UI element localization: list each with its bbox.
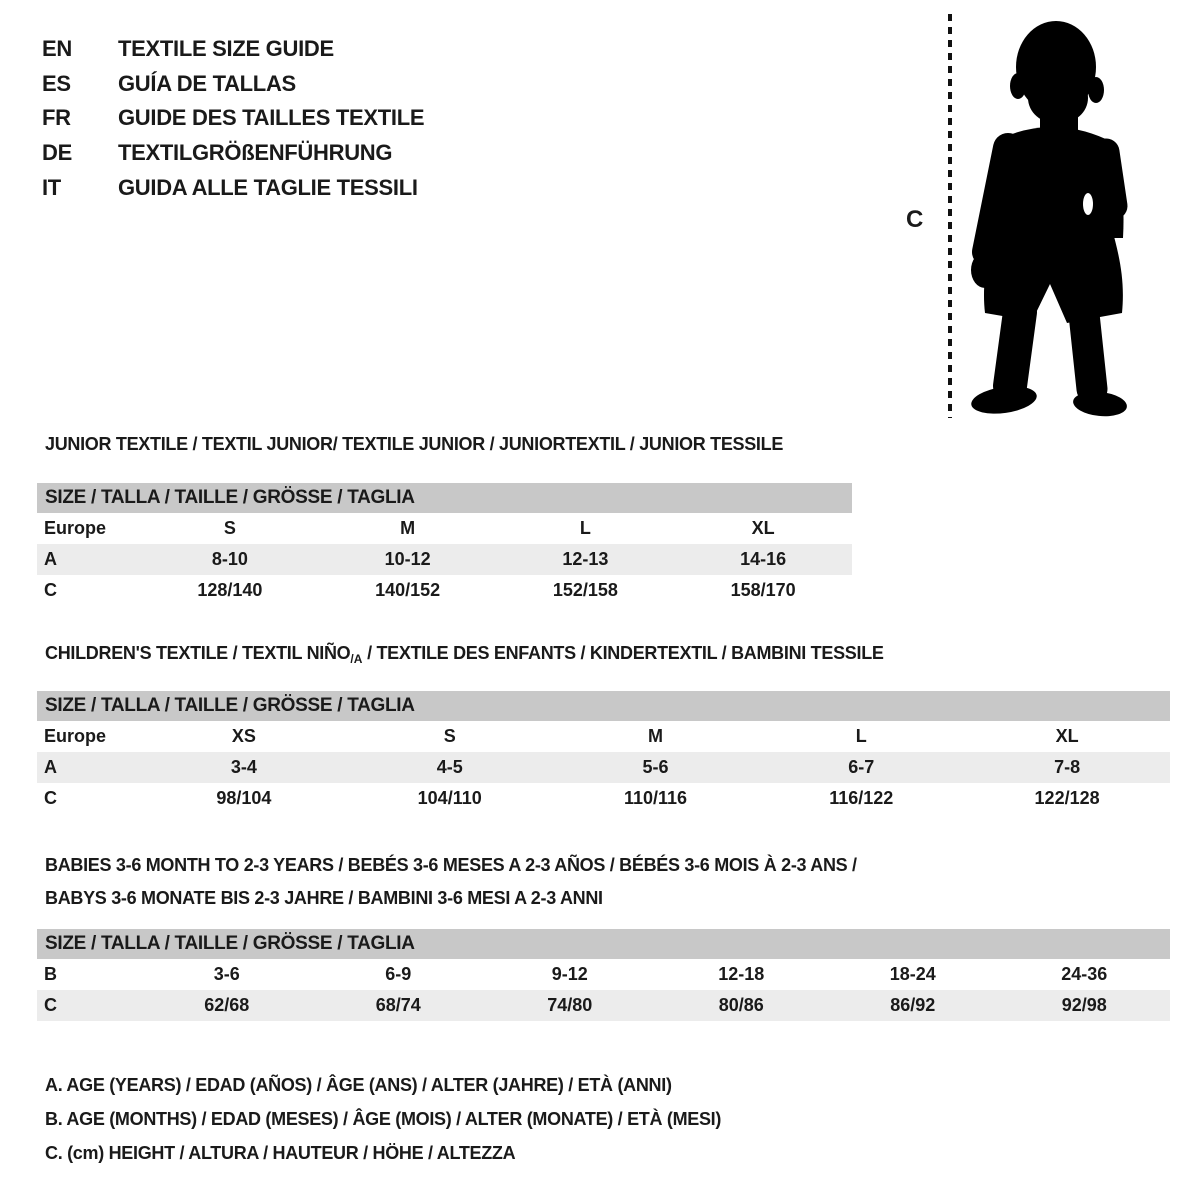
size-cell: S [443, 726, 456, 746]
age-cell: 3-4 [230, 757, 257, 777]
height-cell: 116/122 [829, 788, 894, 808]
language-row-it [42, 170, 424, 205]
row-label: B [44, 964, 57, 984]
age-cell: 8-10 [211, 549, 248, 569]
babies-title-line1: BABIES 3-6 MONTH TO 2-3 YEARS / BEBÉS 3-6 MESES A 2-3 AÑOS / BÉBÉS 3-6 MOIS À 2-3 ANS / [45, 855, 857, 875]
table-row-height [37, 783, 1170, 814]
table-header-bar [37, 929, 1170, 959]
size-table-babies [37, 929, 1170, 1021]
height-cell: 98/104 [216, 788, 272, 808]
age-cell: 6-7 [848, 757, 875, 777]
size-cell: L [579, 518, 591, 538]
height-cell: 92/98 [1061, 995, 1107, 1015]
legend-line-a: A. AGE (YEARS) / EDAD (AÑOS) / ÂGE (ANS) / ALTER (JAHRE) / ETÀ (ANNI) [45, 1075, 672, 1095]
table-header-label: SIZE / TALLA / TAILLE / GRÖSSE / TAGLIA [45, 933, 415, 954]
size-cell: M [400, 518, 416, 538]
months-cell: 3-6 [213, 964, 240, 984]
row-label: Europe [44, 726, 107, 746]
table-row-age [37, 544, 852, 575]
baby-silhouette-icon [962, 12, 1138, 420]
age-cell: 7-8 [1054, 757, 1081, 777]
table-row-months [37, 959, 1170, 990]
age-cell: 5-6 [642, 757, 669, 777]
months-cell: 18-24 [889, 964, 936, 984]
height-cell: 158/170 [730, 580, 796, 600]
height-cell: 122/128 [1034, 788, 1100, 808]
babies-title-line2: BABYS 3-6 MONATE BIS 2-3 JAHRE / BAMBINI 3-6 MESI A 2-3 ANNI [45, 888, 603, 908]
size-cell: M [647, 726, 663, 746]
language-row-de [42, 136, 424, 171]
age-cell: 14-16 [740, 549, 787, 569]
language-code: EN [42, 36, 72, 62]
language-label: GUÍA DE TALLAS [118, 70, 296, 96]
row-label: C [44, 788, 57, 808]
children-section-title [45, 643, 884, 666]
age-cell: 4-5 [436, 757, 463, 777]
table-header-bar [37, 691, 1170, 721]
table-row-europe [37, 721, 1170, 752]
junior-section-title: JUNIOR TEXTILE / TEXTIL JUNIOR/ TEXTILE JUNIOR / JUNIORTEXTIL / JUNIOR TESSILE [45, 434, 784, 454]
language-label: TEXTILE SIZE GUIDE [118, 36, 334, 62]
height-cell: 104/110 [417, 788, 482, 808]
table-row-height [37, 575, 852, 606]
months-cell: 9-12 [551, 964, 588, 984]
table-header-label: SIZE / TALLA / TAILLE / GRÖSSE / TAGLIA [45, 487, 415, 508]
row-label: A [44, 757, 57, 777]
language-label: GUIDE DES TAILLES TEXTILE [118, 105, 425, 131]
children-title-pre: CHILDREN'S TEXTILE / TEXTIL NIÑO [45, 643, 351, 663]
table-header-bar [37, 483, 852, 513]
height-dashed-line [948, 14, 952, 418]
language-row-fr [42, 101, 424, 136]
language-code: IT [42, 174, 61, 200]
babies-section-title [45, 849, 857, 915]
size-table-children [37, 691, 1170, 814]
language-code: DE [42, 140, 72, 166]
language-guide [42, 32, 424, 205]
legend-line-c: C. (cm) HEIGHT / ALTURA / HAUTEUR / HÖHE / ALTEZZA [45, 1143, 516, 1163]
height-cell: 62/68 [204, 995, 250, 1015]
age-cell: 10-12 [384, 549, 431, 569]
row-label: Europe [44, 518, 107, 538]
measurement-legend [45, 1068, 721, 1170]
height-cell: 74/80 [547, 995, 593, 1015]
table-row-age [37, 752, 1170, 783]
legend-line-b: B. AGE (MONTHS) / EDAD (MESES) / ÂGE (MOIS) / ALTER (MONATE) / ETÀ (MESI) [45, 1109, 722, 1129]
language-row-es [42, 67, 424, 102]
size-cell: XL [1055, 726, 1079, 746]
table-row-europe [37, 513, 852, 544]
height-cell: 86/92 [890, 995, 936, 1015]
table-header-label: SIZE / TALLA / TAILLE / GRÖSSE / TAGLIA [45, 695, 415, 716]
language-code: FR [42, 105, 71, 131]
children-title-sub: /A [350, 652, 363, 666]
row-label: A [44, 549, 57, 569]
height-cell: 128/140 [197, 580, 263, 600]
row-label: C [44, 995, 57, 1015]
months-cell: 12-18 [718, 964, 765, 984]
age-cell: 12-13 [562, 549, 609, 569]
height-cell: 80/86 [718, 995, 764, 1015]
measure-label-c: C [906, 206, 924, 233]
size-table-junior [37, 483, 852, 606]
months-cell: 6-9 [385, 964, 412, 984]
size-cell: XS [231, 726, 256, 746]
row-label: C [44, 580, 57, 600]
height-cell: 110/116 [623, 788, 688, 808]
height-cell: 140/152 [375, 580, 441, 600]
language-label: TEXTILGRÖßENFÜHRUNG [118, 140, 393, 166]
size-cell: XL [751, 518, 775, 538]
language-row-en [42, 32, 424, 67]
size-cell: S [223, 518, 236, 538]
children-title-post: / TEXTILE DES ENFANTS / KINDERTEXTIL / BAMBINI TESSILE [362, 643, 884, 663]
height-cell: 68/74 [375, 995, 421, 1015]
language-label: GUIDA ALLE TAGLIE TESSILI [118, 174, 418, 200]
height-cell: 152/158 [552, 580, 618, 600]
months-cell: 24-36 [1061, 964, 1108, 984]
table-row-height [37, 990, 1170, 1021]
language-code: ES [42, 70, 71, 96]
size-cell: L [855, 726, 867, 746]
